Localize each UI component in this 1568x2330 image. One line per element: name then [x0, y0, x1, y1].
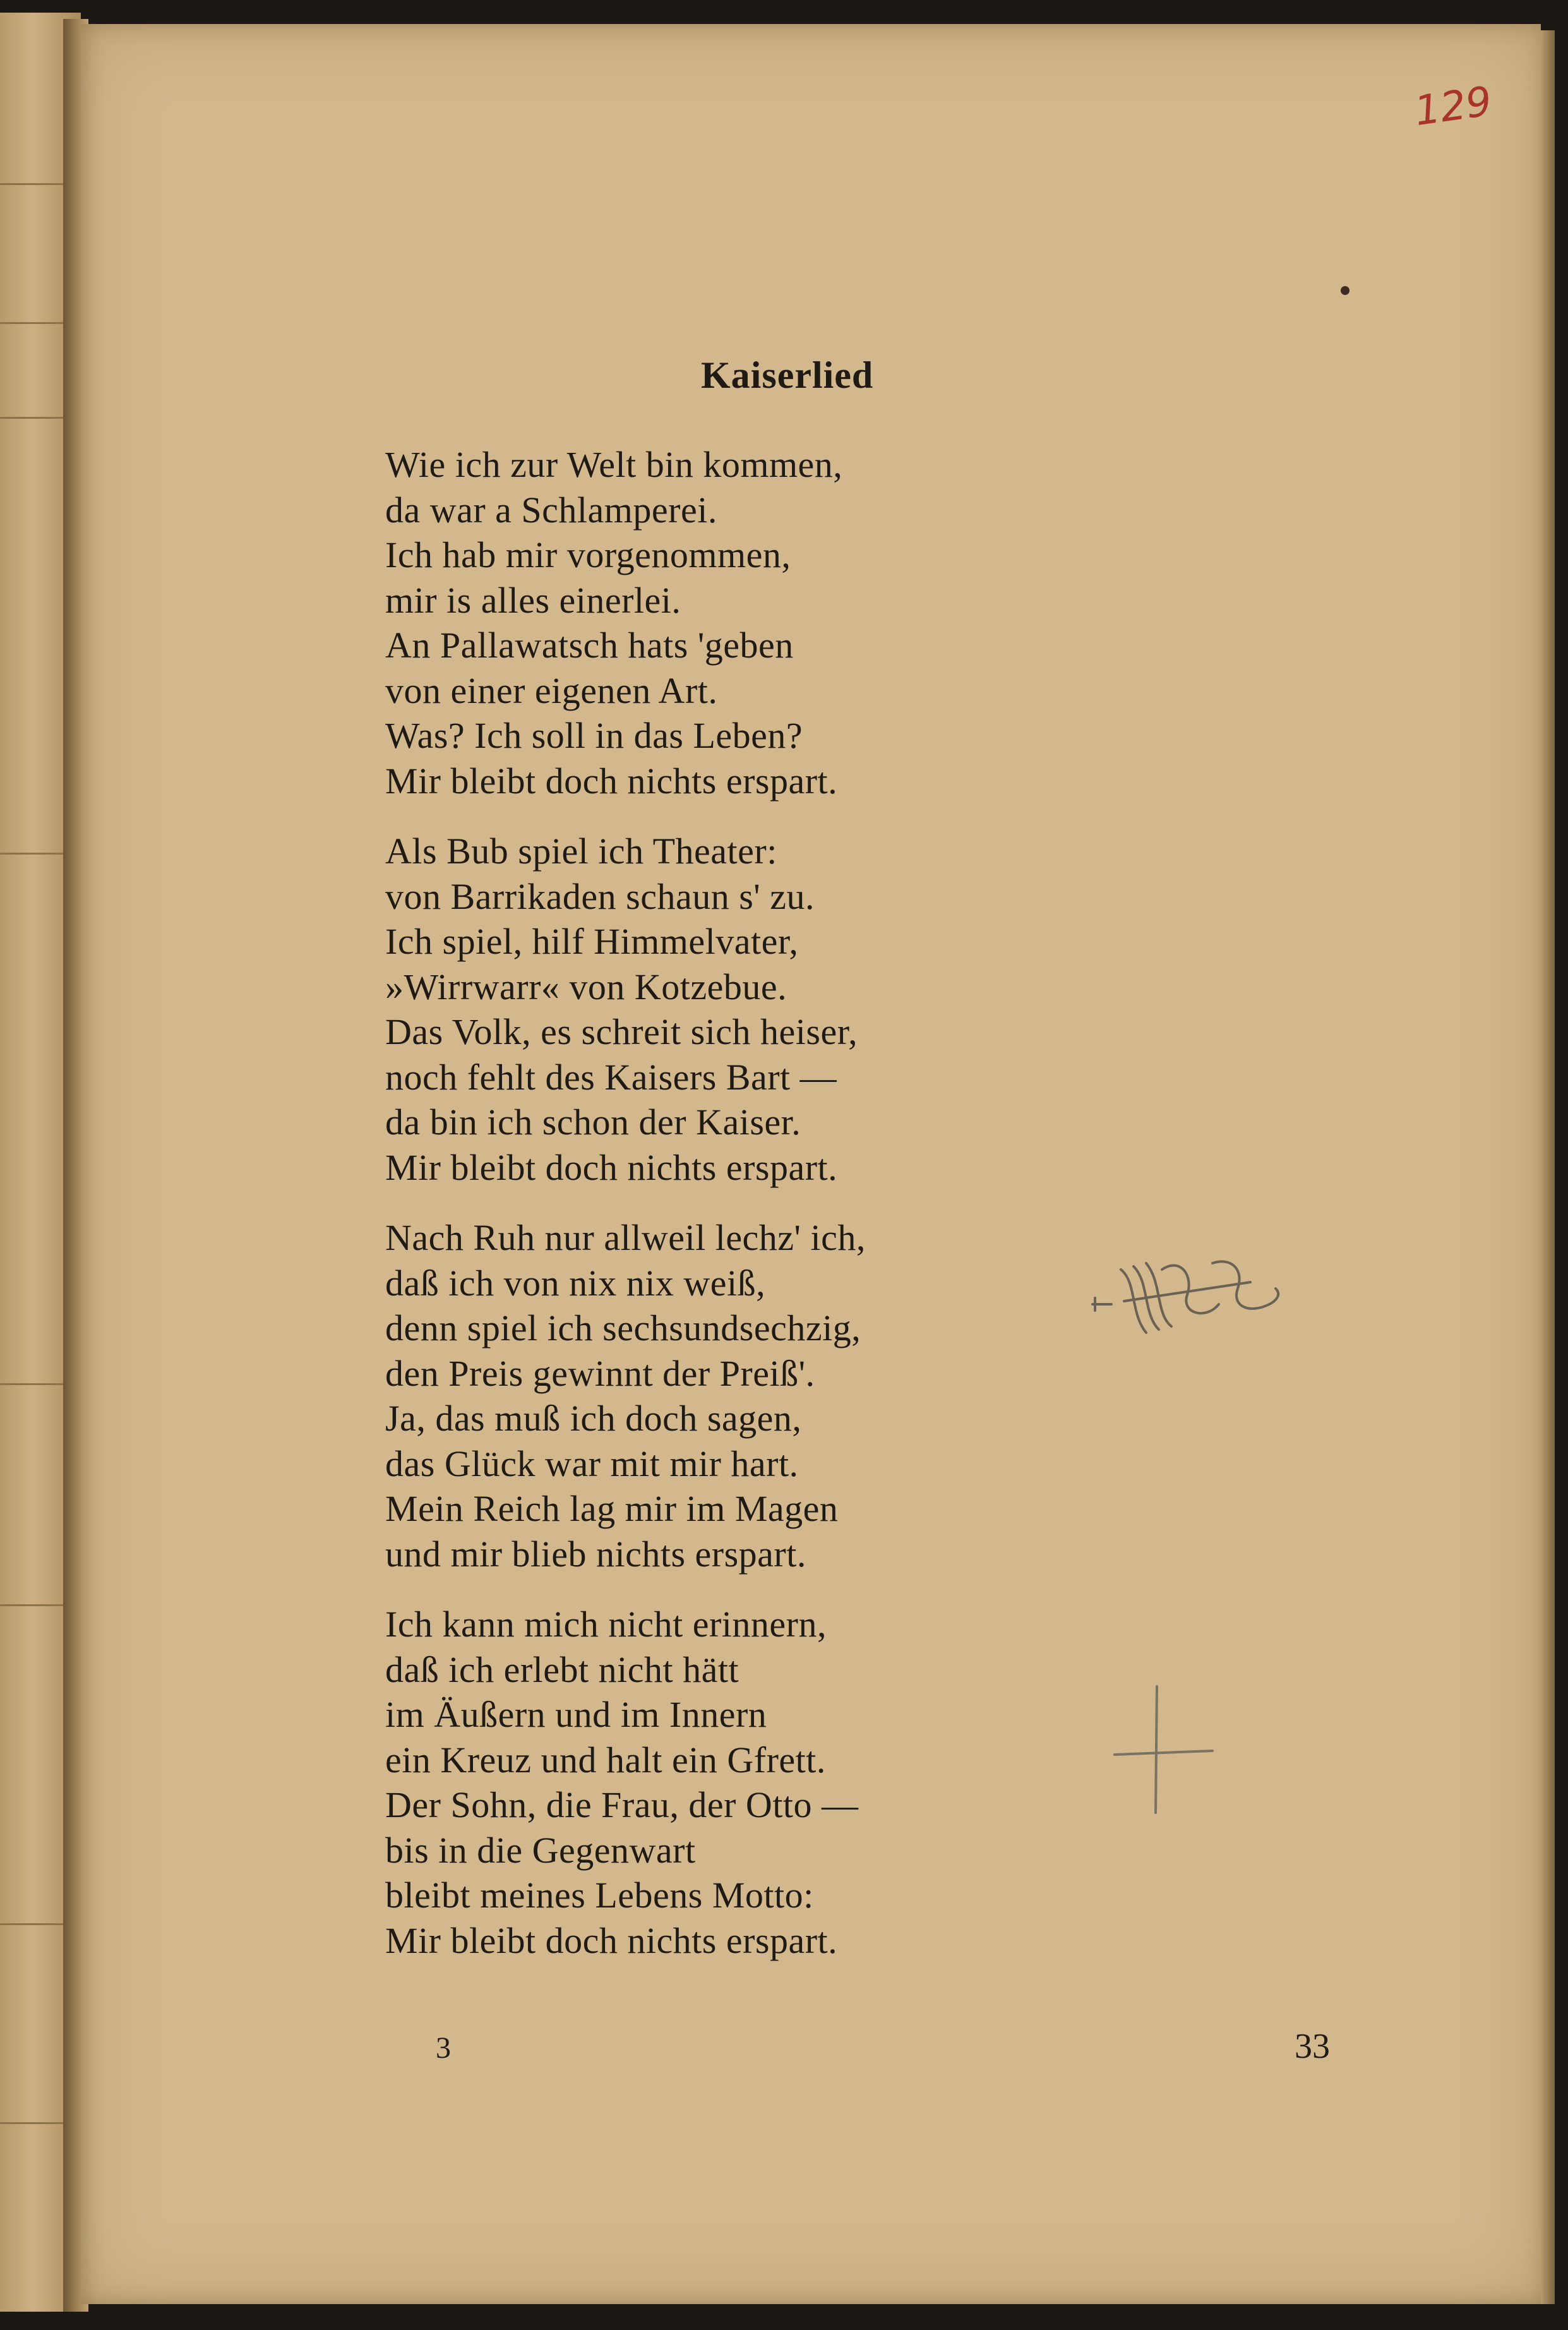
poem-line: bleibt meines Lebens Motto: — [385, 1875, 814, 1916]
pencil-cross-mark — [1105, 1680, 1219, 1825]
poem-line: ein Kreuz und halt ein Gfrett. — [385, 1739, 826, 1781]
poem-line: Mein Reich lag mir im Magen — [385, 1488, 839, 1529]
stanza-4 — [385, 1602, 1055, 1963]
poem-line: Mir bleibt doch nichts erspart. — [385, 760, 838, 802]
poem-line: mir is alles einerlei. — [385, 579, 681, 621]
poem-line: Als Bub spiel ich Theater: — [385, 831, 777, 872]
stanza-2 — [385, 829, 1055, 1190]
poem-line: Ich kann mich nicht erinnern, — [385, 1604, 827, 1645]
poem-line: da bin ich schon der Kaiser. — [385, 1102, 801, 1143]
stanza-3 — [385, 1215, 1055, 1576]
signature-mark: 3 — [436, 2031, 451, 2065]
poem-line: im Äußern und im Innern — [385, 1694, 767, 1735]
ink-speck — [1326, 272, 1370, 316]
poem-line: da war a Schlamperei. — [385, 489, 717, 531]
poem-line: daß ich erlebt nicht hätt — [385, 1648, 739, 1690]
poem-line: Mir bleibt doch nichts erspart. — [385, 1919, 838, 1961]
poem-line: Was? Ich soll in das Leben? — [385, 715, 803, 756]
poem-line: Mir bleibt doch nichts erspart. — [385, 1146, 838, 1188]
poem-line: denn spiel ich sechsundsechzig, — [385, 1307, 861, 1348]
pencil-scribble-mark — [1086, 1244, 1295, 1352]
poem-line: Nach Ruh nur allweil lechz' ich, — [385, 1217, 866, 1258]
poem-line: Ich hab mir vorgenommen, — [385, 534, 791, 575]
poem-line: Ich spiel, hilf Himmelvater, — [385, 921, 799, 962]
poem-line: An Pallawatsch hats 'geben — [385, 625, 794, 666]
page-edge — [1541, 30, 1555, 2304]
poem-line: Ja, das muß ich doch sagen, — [385, 1398, 802, 1439]
handwritten-folio-number: 129 — [1411, 78, 1495, 136]
poem-line: »Wirrwarr« von Kotzebue. — [385, 966, 787, 1007]
poem-body — [385, 442, 1055, 1988]
poem-line: bis in die Gegenwart — [385, 1829, 696, 1871]
poem-line: noch fehlt des Kaisers Bart — — [385, 1056, 837, 1098]
poem-line: daß ich von nix nix weiß, — [385, 1262, 766, 1304]
poem-line: Wie ich zur Welt bin kommen, — [385, 444, 843, 485]
poem-line: von Barrikaden schaun s' zu. — [385, 875, 815, 917]
poem-line: von einer eigenen Art. — [385, 670, 718, 711]
poem-line: das Glück war mit mir hart. — [385, 1443, 799, 1484]
page-number: 33 — [1295, 2027, 1330, 2066]
poem-title: Kaiserlied — [701, 354, 874, 396]
poem-line: und mir blieb nichts erspart. — [385, 1533, 806, 1575]
stanza-1 — [385, 442, 1055, 803]
poem-line: Das Volk, es schreit sich heiser, — [385, 1011, 858, 1052]
poem-line: den Preis gewinnt der Preiß'. — [385, 1352, 815, 1394]
poem-line: Der Sohn, die Frau, der Otto — — [385, 1784, 859, 1825]
